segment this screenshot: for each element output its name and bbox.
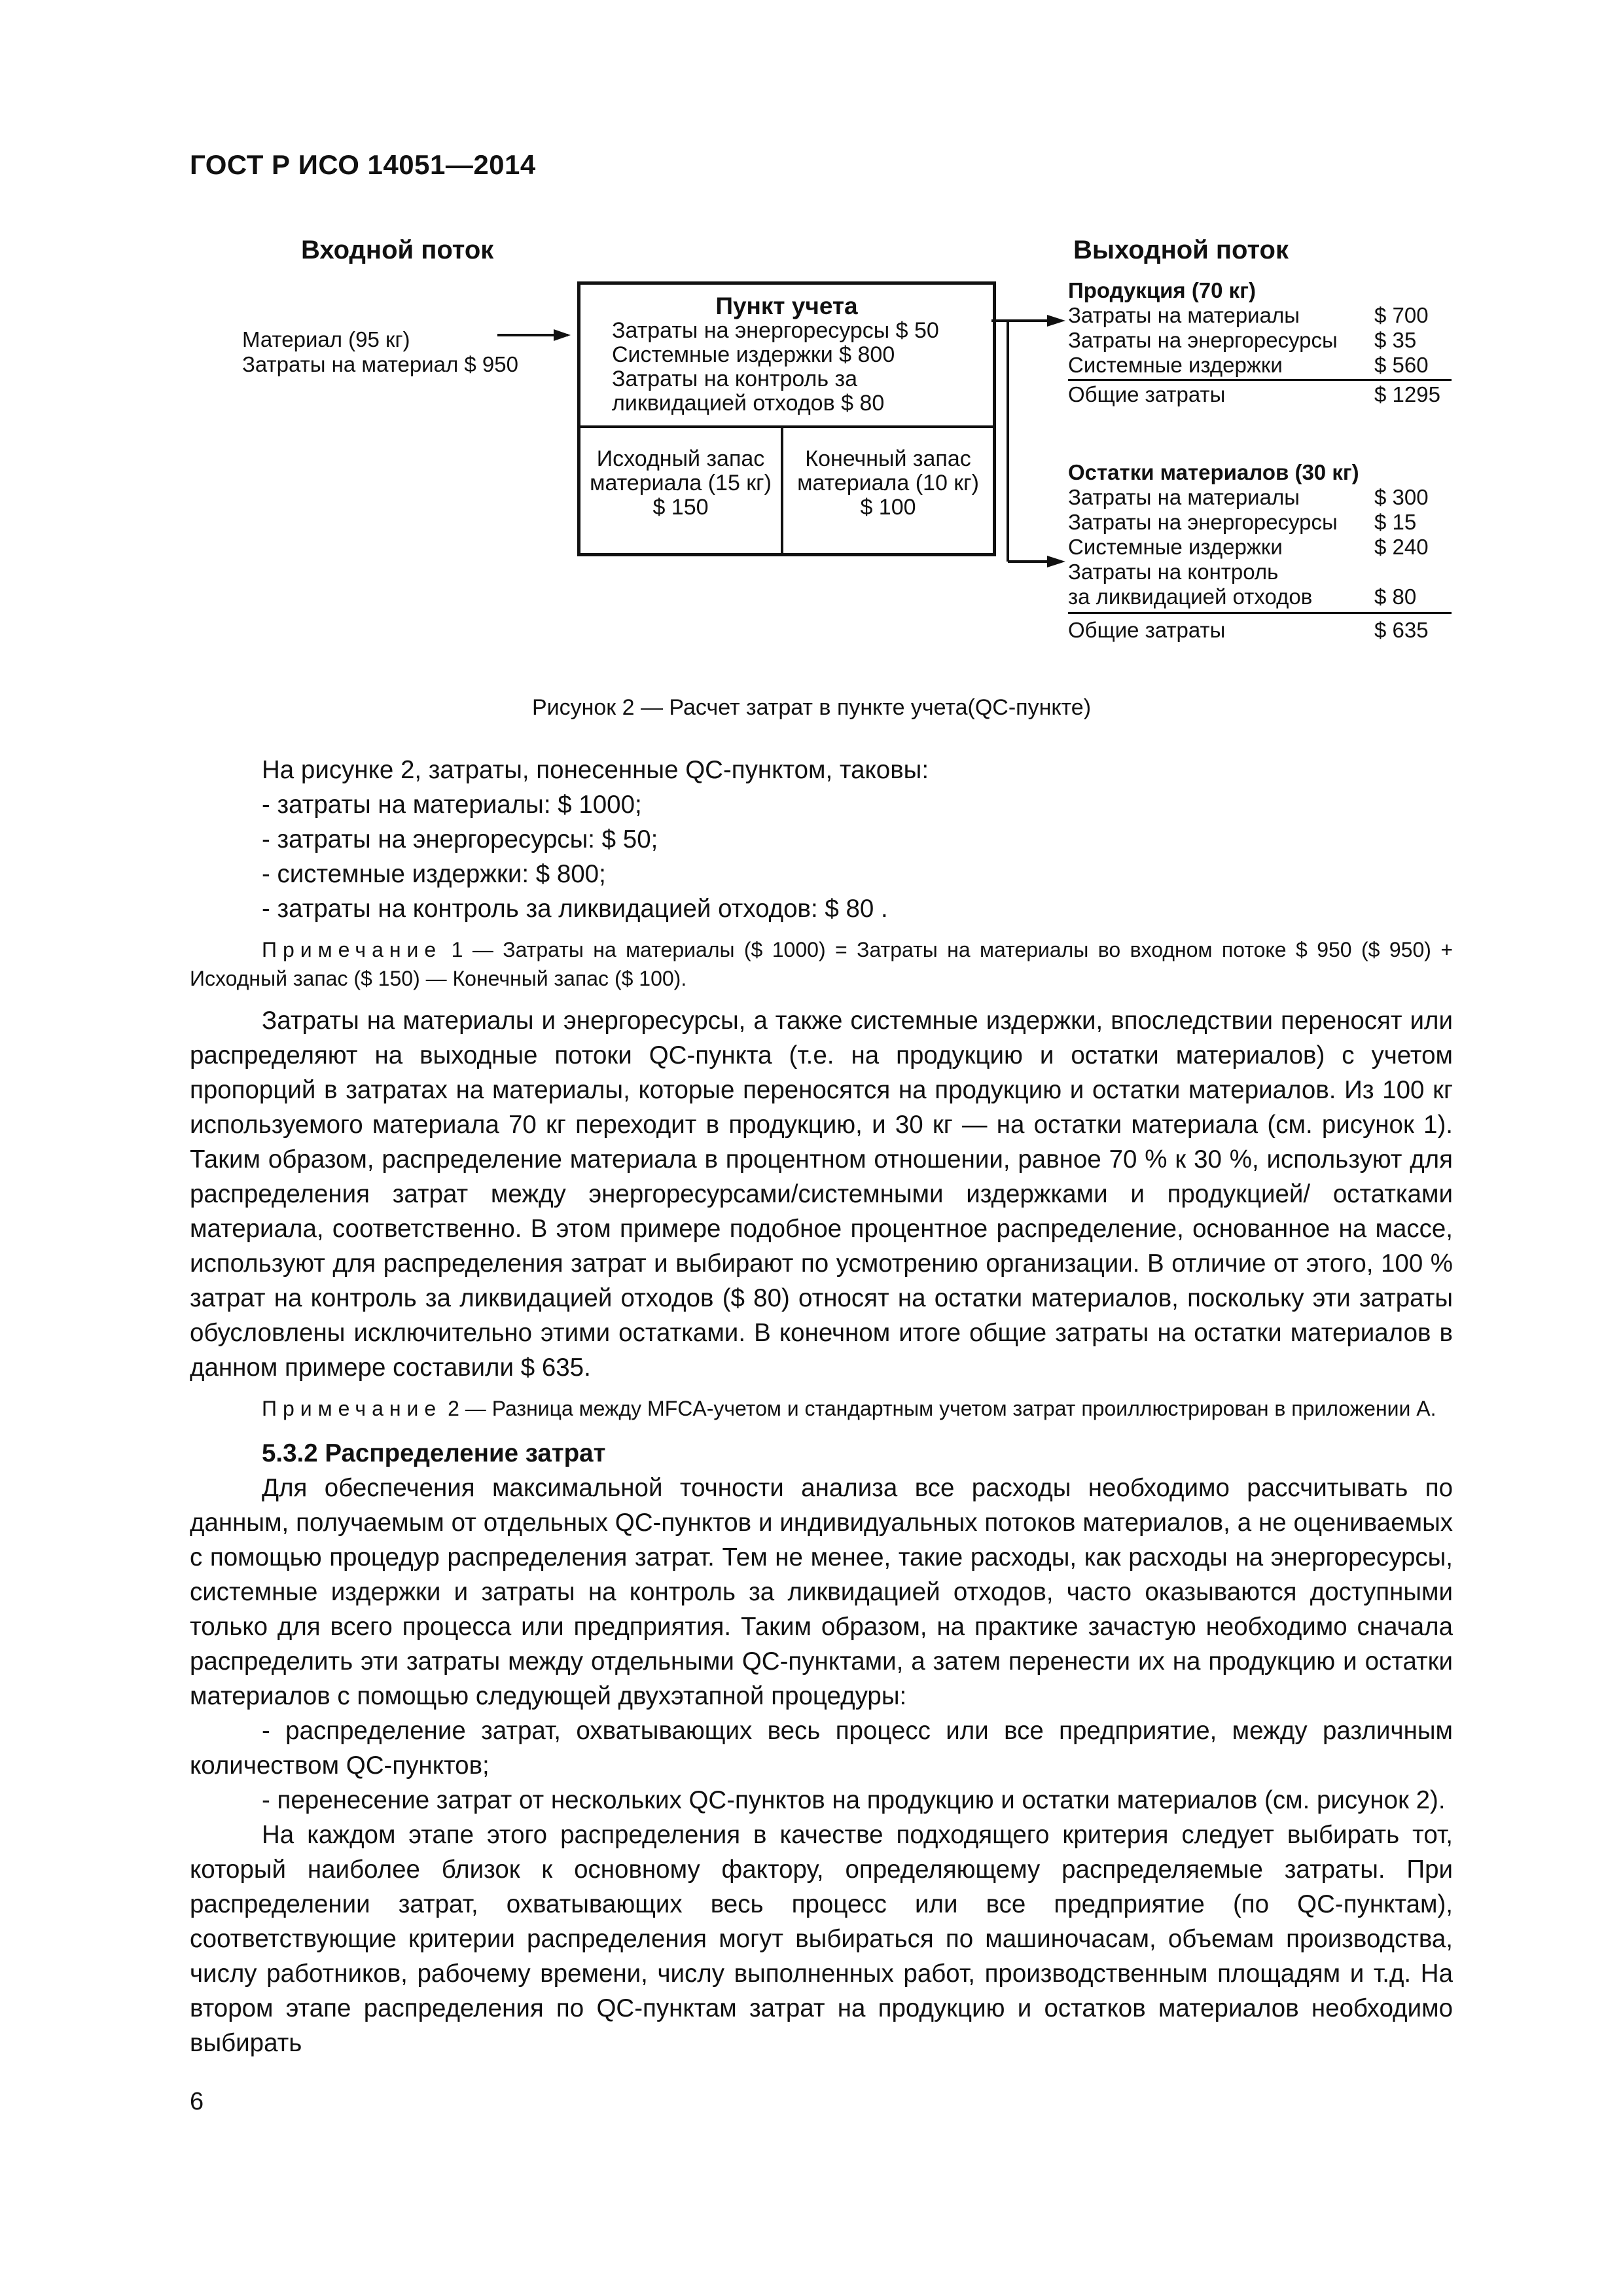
initial-stock-line1: Исходный запас (596, 446, 765, 471)
product-total-label: Общие затраты (1068, 382, 1226, 406)
residue-row-label: Затраты на материалы (1068, 485, 1300, 509)
product-row-label: Затраты на энергоресурсы (1068, 328, 1338, 352)
product-total-value: $ 1295 (1374, 382, 1440, 406)
residue-row-label: за ликвидацией отходов (1068, 584, 1313, 609)
list-item: - затраты на материалы: $ 1000; (262, 791, 642, 819)
note-2 (190, 1394, 1453, 1423)
section-heading: 5.3.2 Распределение затрат (262, 1439, 606, 1467)
product-total-rule (1068, 379, 1452, 381)
figure-caption: Рисунок 2 — Расчет затрат в пункте учета(QC-пункте) (531, 695, 1092, 720)
qc-waste-cost-line2: ликвидацией отходов $ 80 (612, 391, 885, 416)
note-2-label: Примечание (262, 1397, 442, 1420)
final-stock-cell (783, 447, 993, 520)
product-row (1068, 353, 1452, 378)
residue-row (1068, 584, 1452, 609)
residue-row (1068, 485, 1452, 510)
residue-total-label: Общие затраты (1068, 618, 1226, 642)
final-stock-value: $ 100 (860, 495, 916, 520)
list-item: - затраты на энергоресурсы: $ 50; (262, 825, 658, 853)
residue-row-value: $ 300 (1374, 485, 1429, 509)
initial-stock-line2: материала (15 кг) (590, 471, 772, 495)
page-number: 6 (190, 2088, 204, 2115)
paragraph-allocation: Затраты на материалы и энергоресурсы, а также системные издержки, впоследствии переносят или распределяют на выходные потоки QC-пункта (т.е. на продукцию и остатки материалов) с учетом пропорций в затратах на материалы, которые переносятся на продукцию и остатки материалов. Из 100 кг используемого материала 70 кг переходит в продукцию, и 30 кг — на остатки материала (см. рисунок 1). Таким образом, распределение материала в процентном отношении, равное 70 % к 30 %, используют для распределения затрат между энергоресурсами/системными издержками и продукцией/ остатками материала, соответственно. В этом примере подобное процентное распределение, основанное на массе, используют для распределения затрат и выбирают по усмотрению организации. В отличие от этого, 100 % затрат на контроль за ликвидацией отходов ($ 80) относят на остатки материалов, поскольку эти затраты обусловлены исключительно этими остатками. В конечном итоге общие затраты на остатки материалов в данном примере составили $ 635. (190, 1007, 1453, 1382)
final-stock-line2: материала (10 кг) (797, 471, 979, 495)
intro-paragraph: На рисунке 2, затраты, понесенные QC-пунктом, таковы: (262, 756, 929, 784)
qc-point-box (577, 281, 996, 556)
residue-row (1068, 535, 1452, 560)
product-row-label: Системные издержки (1068, 353, 1283, 377)
residue-row (1068, 510, 1452, 535)
note-1-label: Примечание (262, 938, 442, 961)
residue-row-label: Затраты на контроль (1068, 560, 1279, 584)
product-row (1068, 303, 1452, 328)
initial-stock-value: $ 150 (652, 495, 709, 520)
residue-row-value: $ 15 (1374, 510, 1417, 534)
residue-row-value (1374, 560, 1452, 584)
product-row (1068, 328, 1452, 353)
document-header: ГОСТ Р ИСО 14051—2014 (190, 149, 536, 180)
residue-arrow-head (1047, 556, 1065, 567)
product-row-value: $ 35 (1374, 328, 1417, 352)
residue-row-value: $ 80 (1374, 584, 1417, 609)
final-stock-line1: Конечный запас (805, 446, 971, 471)
paragraph-cost-distribution: Для обеспечения максимальной точности анализа все расходы необходимо рассчитывать по данным, получаемым от отдельных QC-пунктов и индивидуальных потоков материалов, а не оцениваемых с помощью процедур распределения затрат. Тем не менее, такие расходы, как расходы на энергоресурсы, системные издержки и затраты на контроль за ликвидацией отходов, часто оказываются доступными только для всего процесса или предприятия. Таким образом, на практике зачастую необходимо сначала распределить эти затраты между отдельными QC-пунктами, а затем перенести их на продукцию и остатки материалов с помощью следующей двухэтапной процедуры: (190, 1474, 1453, 1710)
product-title: Продукция (70 кг) (1068, 278, 1256, 302)
note-2-text: 2 — Разница между MFCA-учетом и стандартным учетом затрат проиллюстрирован в приложении А. (442, 1397, 1436, 1420)
input-material: Материал (95 кг) (242, 327, 410, 351)
note-1-text: 1 — Затраты на материалы ($ 1000) = Затраты на материалы во входном потоке $ 950 ($ 950) + Исходный запас ($ 150) — Конечный запас ($ 100). (190, 938, 1453, 990)
qc-system-cost: Системные издержки $ 800 (612, 342, 895, 367)
list-item: - перенесение затрат от нескольких QC-пунктов на продукцию и остатки материалов (см. рисунок 2). (262, 1786, 1446, 1814)
qc-box-divider (580, 425, 993, 428)
residue-row (1068, 560, 1452, 584)
residue-title: Остатки материалов (30 кг) (1068, 460, 1359, 484)
residue-row-label: Затраты на энергоресурсы (1068, 510, 1338, 534)
qc-energy-cost: Затраты на энергоресурсы $ 50 (612, 318, 939, 343)
product-row-label: Затраты на материалы (1068, 303, 1300, 327)
product-arrow-head (1047, 315, 1065, 327)
list-item: - системные издержки: $ 800; (262, 860, 606, 888)
output-flow-title: Выходной поток (1073, 236, 1289, 264)
document-body (190, 753, 1453, 2060)
list-item: - распределение затрат, охватывающих весь процесс или все предприятие, между различным количеством QC-пунктов; (190, 1717, 1453, 1780)
input-flow-title: Входной поток (301, 236, 494, 264)
note-1 (190, 935, 1453, 993)
input-material-cost: Затраты на материал $ 950 (242, 352, 518, 376)
qc-point-title: Пункт учета (715, 293, 858, 319)
input-arrow-head (554, 329, 571, 341)
product-total (1068, 382, 1452, 407)
qc-waste-cost-line1: Затраты на контроль за (612, 367, 858, 391)
residue-output (1068, 460, 1452, 643)
initial-stock-cell (580, 447, 781, 520)
paragraph-criteria: На каждом этапе этого распределения в качестве подходящего критерия следует выбирать тот, который наиболее близок к основному фактору, определяющему распределяемые затраты. При распределении затрат, охватывающих весь процесс или все предприятие (по QC-пунктам), соответствующие критерии распределения могут выбираться по машиночасам, объемам производства, числу работников, рабочему времени, числу выполненных работ, производственным площадям и т.д. На втором этапе распределения по QC-пунктам затрат на продукцию и остатков материалов необходимо выбирать (190, 1821, 1453, 2057)
residue-row-label: Системные издержки (1068, 535, 1283, 559)
qc-point-costs (580, 319, 993, 416)
product-row-value: $ 560 (1374, 353, 1429, 377)
residue-total-rule (1068, 612, 1452, 614)
product-row-value: $ 700 (1374, 303, 1429, 327)
list-item: - затраты на контроль за ликвидацией отходов: $ 80 . (262, 895, 888, 923)
residue-total (1068, 618, 1452, 643)
residue-row-value: $ 240 (1374, 535, 1429, 559)
product-output (1068, 278, 1452, 407)
residue-total-value: $ 635 (1374, 618, 1429, 642)
